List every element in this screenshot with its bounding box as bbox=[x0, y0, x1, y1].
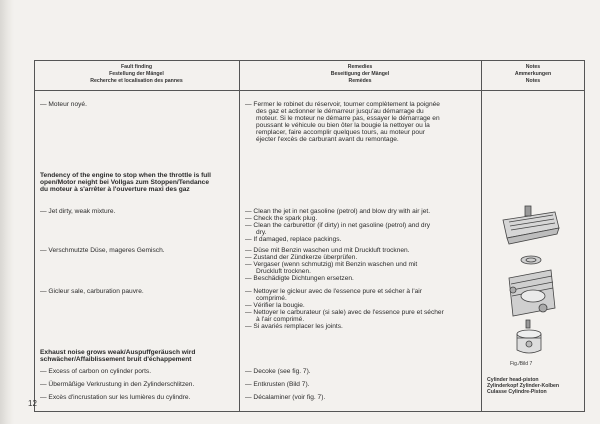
figure-title: Cylinder head-piston Zylinderkopf Zylinder-Kolben Culasse Cylindre-Piston bbox=[487, 377, 560, 395]
figure-caption: Fig./Bild 7 bbox=[510, 361, 533, 367]
fault-moteur-noye: — Moteur noyé. bbox=[40, 101, 87, 108]
remedy-moteur-noye: — Fermer le robinet du réservoir, tourner complètement la poignée des gaz et actionner le démarreur jusqu'au démarrage du moteur. Si le moteur ne démarre pas, essayer le démarrage en poussant le véhicule ou bien ôter la bougie la nettoyer ou la remplacer, faire accomplir quelques tours, au moteur pour éjecter l'excès de carburant avant du remontage. bbox=[245, 101, 440, 143]
remedies-column-header: Remedies Beseitigung der Mängel Remèdes bbox=[330, 64, 390, 84]
remedy-verschmutzte-duse: — Düse mit Benzin waschen und mit Druckluft trocknen. — Zustand der Zündkerze überprüfen. — Vergaser (wenn schmutzig) mit Benzin waschen und mit Druckluft trocknen. — Beschädigte Dichtungen ersetzen. bbox=[245, 247, 418, 282]
fault-column-header: Fault finding Festellung der Mängel Recherche et localisation des pannes bbox=[90, 64, 183, 84]
piston-drawing bbox=[517, 320, 541, 353]
section-title-exhaust-noise: Exhaust noise grows weak/Auspuffgeräusch wird schwächer/Affaiblissement bruit d'échappement bbox=[40, 349, 196, 363]
remedy-decalaminer: — Décalaminer (voir fig. 7). bbox=[245, 394, 326, 401]
remedy-jet-dirty: — Clean the jet in net gasoline (petrol) and blow dry with air jet. — Check the spark plug. — Clean the carburettor (if dirty) in net gasoline (petrol) and dry dry. — If damaged, replace packings. bbox=[245, 208, 431, 243]
column-divider-2 bbox=[481, 60, 482, 412]
cylinder-head-drawing bbox=[503, 206, 559, 244]
cylinder-piston-illustration bbox=[495, 200, 565, 370]
fault-verschmutzte-duse: — Verschmutzte Düse, mageres Gemisch. bbox=[40, 247, 165, 254]
fault-excess-carbon: — Excess of carbon on cylinder ports. bbox=[40, 368, 152, 375]
remedy-decoke: — Decoke (see fig. 7). bbox=[245, 368, 311, 375]
notes-column-header: Notes Ammerkungen Notes bbox=[514, 64, 552, 84]
fault-exces-incrustation: — Excès d'incrustation sur les lumières du cylindre. bbox=[40, 394, 191, 401]
fault-verkrustung: — Übermäßige Verkrustung in den Zylinderschlitzen. bbox=[40, 381, 195, 388]
gasket-drawing bbox=[521, 256, 541, 264]
fault-gicleur-sale: — Gicleur sale, carburation pauvre. bbox=[40, 288, 144, 295]
page-number: 12 bbox=[28, 399, 37, 408]
remedy-gicleur-sale: — Nettoyer le gicleur avec de l'essence pure et sécher à l'air comprimé. — Vérifier la bougie. — Nettoyer le carburateur (si sale) avec de l'essence pure et sécher à l'air comprimé. — Si avariés remplacer les joints. bbox=[245, 288, 444, 330]
section-title-engine-stop: Tendency of the engine to stop when the throttle is full open/Motor neight bei Vollgas zum Stoppen/Tendance du moteur à s'arrêter à l'ouverture maxi des gaz bbox=[40, 172, 211, 193]
header-divider bbox=[34, 90, 585, 91]
page-fold-shadow bbox=[0, 0, 14, 424]
cylinder-drawing bbox=[509, 270, 555, 316]
column-divider-1 bbox=[239, 60, 240, 412]
remedy-entkrusten: — Entkrusten (Bild 7). bbox=[245, 381, 310, 388]
fault-jet-dirty: — Jet dirty, weak mixture. bbox=[40, 208, 116, 215]
